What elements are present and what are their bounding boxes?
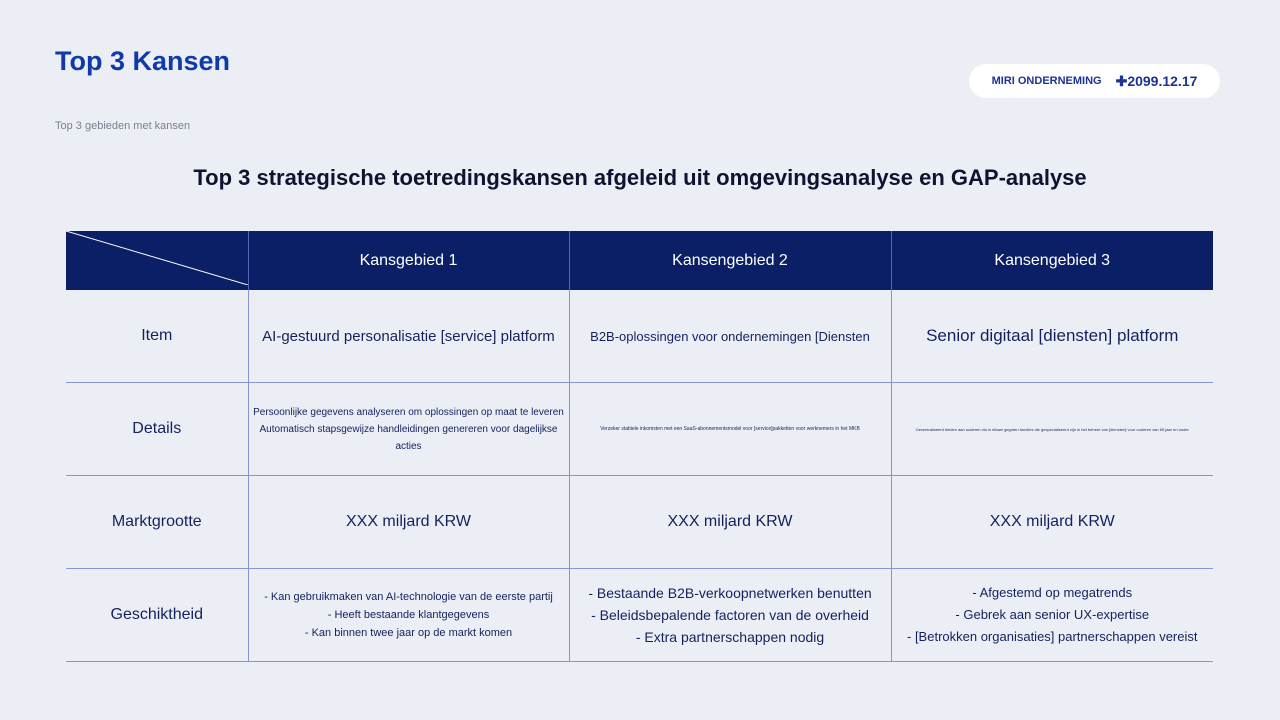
table-row	[66, 290, 1213, 383]
cell: Gecentraliseerd bieden aan ouderen via in elkaar gegoten functies die gespecialiseerd zijn in het beheer van [diensten] voor ouderen van 65 jaar en ouder	[891, 383, 1213, 476]
company-badge	[969, 64, 1220, 98]
column-header: Kansengebied 3	[891, 231, 1213, 290]
plus-icon: ✚	[1115, 72, 1128, 89]
cell: AI-gestuurd personalisatie [service] platform	[248, 290, 569, 383]
table-row	[66, 569, 1213, 662]
date: ✚2099.12.17	[1115, 72, 1198, 89]
cell: Persoonlijke gegevens analyseren om oplossingen op maat te leveren Automatisch stapsgewijze handleidingen genereren voor dagelijkse acties	[248, 383, 569, 476]
row-header: Marktgrootte	[66, 476, 248, 569]
cell: - Kan gebruikmaken van AI-technologie van de eerste partij - Heeft bestaande klantgegevens - Kan binnen twee jaar op de markt komen	[248, 569, 569, 662]
page-title: Top 3 Kansen	[55, 46, 231, 76]
cell: Verzeker stabiele inkomsten met een SaaS-abonnementsmodel voor [service]pakketten voor werknemers in het MKB	[569, 383, 891, 476]
cell: B2B-oplossingen voor ondernemingen [Diensten	[569, 290, 891, 383]
cell: - Afgestemd op megatrends - Gebrek aan senior UX-expertise - [Betrokken organisaties] partnerschappen vereist	[891, 569, 1213, 662]
section-heading: Top 3 strategische toetredingskansen afgeleid uit omgevingsanalyse en GAP-analyse	[193, 165, 1087, 190]
diagonal-line	[66, 231, 248, 285]
table-row	[66, 383, 1213, 476]
opportunities-table	[66, 231, 1213, 662]
row-header: Item	[66, 290, 248, 383]
company-name: MIRI ONDERNEMING	[991, 75, 1102, 87]
cell: XXX miljard KRW	[248, 476, 569, 569]
column-header: Kansengebied 2	[569, 231, 891, 290]
column-header: Kansgebied 1	[248, 231, 569, 290]
row-header: Details	[66, 383, 248, 476]
page-subtitle: Top 3 gebieden met kansen	[55, 120, 191, 132]
table-header	[66, 231, 1213, 290]
cell: XXX miljard KRW	[569, 476, 891, 569]
corner-cell	[66, 231, 248, 290]
cell: - Bestaande B2B-verkoopnetwerken benutten - Beleidsbepalende factoren van de overheid - Extra partnerschappen nodig	[569, 569, 891, 662]
table-row	[66, 476, 1213, 569]
row-header: Geschiktheid	[66, 569, 248, 662]
cell: XXX miljard KRW	[891, 476, 1213, 569]
cell: Senior digitaal [diensten] platform	[891, 290, 1213, 383]
